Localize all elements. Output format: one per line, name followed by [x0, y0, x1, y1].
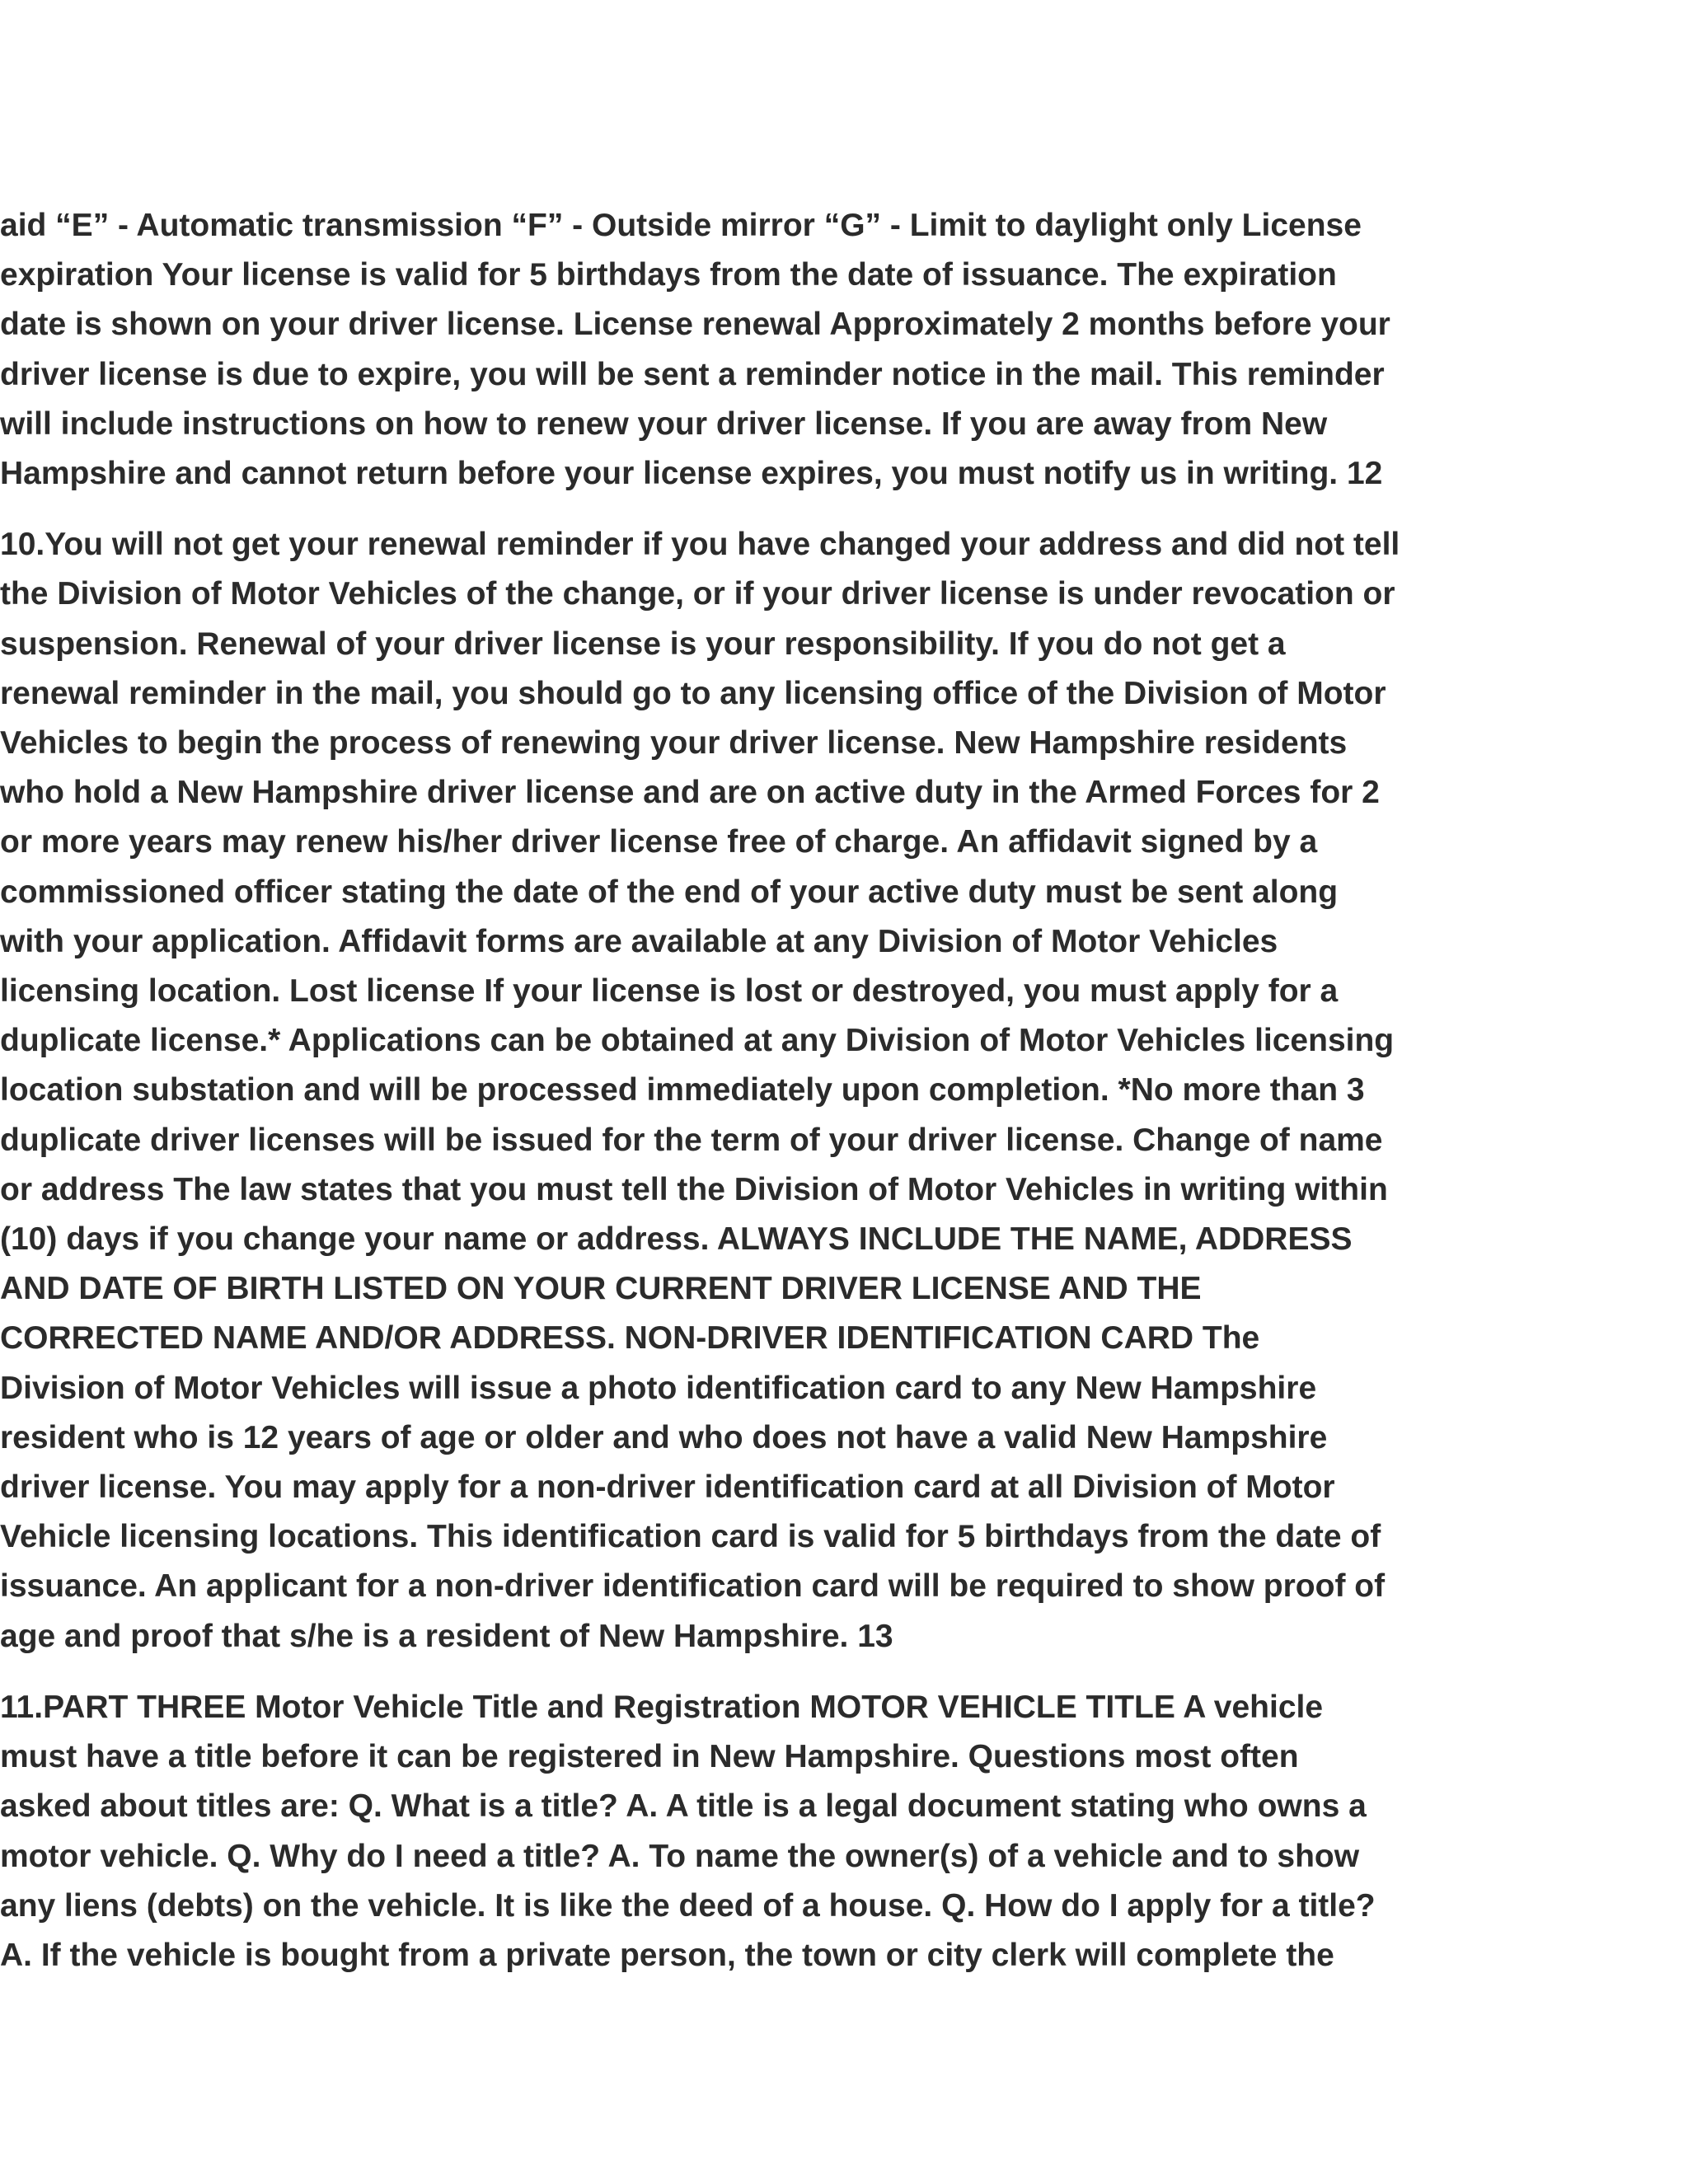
paragraph-license-expiration	[0, 201, 1459, 499]
document-page	[0, 201, 1459, 2002]
text-line: aid “E” - Automatic transmission “F” - Outside mirror “G” - Limit to daylight only License	[0, 208, 1362, 243]
text-line: who hold a New Hampshire driver license and are on active duty in the Armed Forces for 2	[0, 775, 1380, 811]
text-line: driver license is due to expire, you will be sent a reminder notice in the mail. This reminder	[0, 356, 1385, 392]
text-line: A. If the vehicle is bought from a private person, the town or city clerk will complete the	[0, 1937, 1334, 1973]
text-line: resident who is 12 years of age or older and who does not have a valid New Hampshire	[0, 1419, 1328, 1455]
text-line: Division of Motor Vehicles will issue a photo identification card to any New Hampshire	[0, 1370, 1317, 1406]
text-line: any liens (debts) on the vehicle. It is like the deed of a house. Q. How do I apply for a title?	[0, 1887, 1376, 1924]
text-line: the Division of Motor Vehicles of the change, or if your driver license is under revocation or	[0, 576, 1395, 612]
paragraph-part-three-title	[0, 1683, 1459, 1980]
text-line: asked about titles are: Q. What is a title? A. A title is a legal document stating who owns a	[0, 1788, 1367, 1825]
text-line: duplicate driver licenses will be issued for the term of your driver license. Change of name	[0, 1122, 1383, 1158]
text-line: (10) days if you change your name or address. ALWAYS INCLUDE THE NAME, ADDRESS	[0, 1221, 1353, 1258]
text-line: location substation and will be processed immediately upon completion. *No more than 3	[0, 1072, 1365, 1108]
text-line: issuance. An applicant for a non-driver identification card will be required to show proof of	[0, 1568, 1386, 1605]
paragraph-renewal-and-id-card	[0, 520, 1459, 1661]
text-line: commissioned officer stating the date of the end of your active duty must be sent along	[0, 874, 1339, 910]
text-line: suspension. Renewal of your driver license is your responsibility. If you do not get a	[0, 626, 1286, 662]
text-line: motor vehicle. Q. Why do I need a title? A. To name the owner(s) of a vehicle and to show	[0, 1838, 1360, 1874]
text-line: with your application. Affidavit forms are available at any Division of Motor Vehicles	[0, 923, 1278, 959]
text-line: or address The law states that you must tell the Division of Motor Vehicles in writing within	[0, 1171, 1388, 1207]
text-line: renewal reminder in the mail, you should go to any licensing office of the Division of Motor	[0, 675, 1386, 711]
text-line: age and proof that s/he is a resident of New Hampshire. 13	[0, 1618, 893, 1654]
text-line: driver license. You may apply for a non-driver identification card at all Division of Motor	[0, 1469, 1335, 1506]
text-line: 10.You will not get your renewal reminder if you have changed your address and did not tell	[0, 527, 1400, 563]
text-line: expiration Your license is valid for 5 birthdays from the date of issuance. The expiration	[0, 257, 1337, 293]
text-line: must have a title before it can be registered in New Hampshire. Questions most often	[0, 1739, 1299, 1775]
text-line: AND DATE OF BIRTH LISTED ON YOUR CURRENT DRIVER LICENSE AND THE	[0, 1271, 1202, 1307]
text-line: Vehicle licensing locations. This identification card is valid for 5 birthdays from the date of	[0, 1519, 1381, 1555]
text-line: duplicate license.* Applications can be obtained at any Division of Motor Vehicles licensing	[0, 1023, 1395, 1059]
text-line: licensing location. Lost license If your license is lost or destroyed, you must apply for a	[0, 973, 1339, 1010]
text-line: will include instructions on how to renew your driver license. If you are away from New	[0, 405, 1328, 442]
text-line: Hampshire and cannot return before your license expires, you must notify us in writing. 12	[0, 456, 1383, 492]
text-line: date is shown on your driver license. License renewal Approximately 2 months before your	[0, 307, 1390, 343]
text-line: CORRECTED NAME AND/OR ADDRESS. NON-DRIVER IDENTIFICATION CARD The	[0, 1320, 1260, 1357]
text-line: or more years may renew his/her driver license free of charge. An affidavit signed by a	[0, 824, 1318, 860]
text-line: 11.PART THREE Motor Vehicle Title and Registration MOTOR VEHICLE TITLE A vehicle	[0, 1689, 1324, 1725]
text-line: Vehicles to begin the process of renewing your driver license. New Hampshire residents	[0, 725, 1348, 762]
